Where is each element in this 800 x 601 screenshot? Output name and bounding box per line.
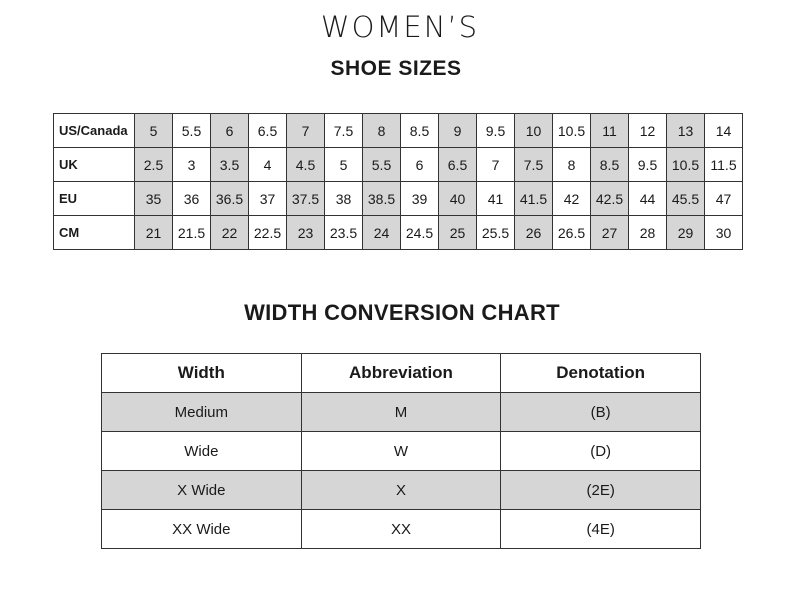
size-cell: 42 [553,182,591,216]
size-cell: 38 [325,182,363,216]
size-cell: 25.5 [477,216,515,250]
size-cell: 12 [629,114,667,148]
abbreviation-cell: XX [301,510,501,549]
table-row [102,393,701,432]
size-cell: 27 [591,216,629,250]
denotation-cell: (D) [501,432,701,471]
abbreviation-column-header: Abbreviation [301,354,501,393]
size-cell: 47 [705,182,743,216]
size-cell: 8 [553,148,591,182]
size-cell: 37 [249,182,287,216]
size-cell: 8.5 [591,148,629,182]
size-cell: 29 [667,216,705,250]
size-cell: 7 [287,114,325,148]
size-cell: 2.5 [135,148,173,182]
table-row [102,471,701,510]
abbreviation-cell: W [301,432,501,471]
size-cell: 13 [667,114,705,148]
size-cell: 9.5 [477,114,515,148]
size-cell: 5 [135,114,173,148]
size-cell: 6 [401,148,439,182]
width-cell: XX Wide [102,510,302,549]
denotation-cell: (2E) [501,471,701,510]
table-row [102,510,701,549]
size-cell: 39 [401,182,439,216]
size-cell: 44 [629,182,667,216]
size-cell: 10.5 [667,148,705,182]
size-cell: 24.5 [401,216,439,250]
size-cell: 45.5 [667,182,705,216]
size-row-label: US/Canada [54,114,135,148]
size-cell: 26.5 [553,216,591,250]
size-cell: 9 [439,114,477,148]
shoe-size-table [53,113,743,250]
size-row-cm [54,216,743,250]
size-cell: 11.5 [705,148,743,182]
size-cell: 4 [249,148,287,182]
width-chart-title: WIDTH CONVERSION CHART [244,300,560,325]
size-cell: 9.5 [629,148,667,182]
size-cell: 23.5 [325,216,363,250]
size-cell: 14 [705,114,743,148]
size-cell: 7.5 [325,114,363,148]
size-cell: 22.5 [249,216,287,250]
size-cell: 8 [363,114,401,148]
page-subtitle: SHOE SIZES [330,57,462,80]
size-cell: 21.5 [173,216,211,250]
size-cell: 21 [135,216,173,250]
size-cell: 42.5 [591,182,629,216]
size-cell: 10.5 [553,114,591,148]
table-row [102,432,701,471]
size-cell: 30 [705,216,743,250]
size-cell: 28 [629,216,667,250]
size-cell: 38.5 [363,182,401,216]
size-cell: 35 [135,182,173,216]
size-cell: 25 [439,216,477,250]
width-cell: X Wide [102,471,302,510]
size-cell: 36 [173,182,211,216]
size-cell: 10 [515,114,553,148]
size-cell: 3.5 [211,148,249,182]
size-row-label: CM [54,216,135,250]
size-row-label: EU [54,182,135,216]
size-cell: 6.5 [249,114,287,148]
size-row-uk [54,148,743,182]
size-cell: 26 [515,216,553,250]
size-cell: 7.5 [515,148,553,182]
size-cell: 24 [363,216,401,250]
abbreviation-cell: X [301,471,501,510]
size-cell: 7 [477,148,515,182]
denotation-cell: (4E) [501,510,701,549]
denotation-column-header: Denotation [501,354,701,393]
width-conversion-table [101,353,701,549]
size-cell: 11 [591,114,629,148]
page-title: WOMEN’S [320,10,480,44]
size-cell: 5.5 [173,114,211,148]
size-cell: 8.5 [401,114,439,148]
size-cell: 41 [477,182,515,216]
abbreviation-cell: M [301,393,501,432]
size-cell: 6.5 [439,148,477,182]
size-cell: 23 [287,216,325,250]
size-row-label: UK [54,148,135,182]
size-row-eu [54,182,743,216]
size-cell: 6 [211,114,249,148]
size-cell: 5 [325,148,363,182]
width-cell: Wide [102,432,302,471]
width-table-header-row [102,354,701,393]
width-cell: Medium [102,393,302,432]
size-cell: 5.5 [363,148,401,182]
size-cell: 41.5 [515,182,553,216]
size-cell: 4.5 [287,148,325,182]
size-cell: 36.5 [211,182,249,216]
size-cell: 37.5 [287,182,325,216]
size-row-us-canada [54,114,743,148]
size-cell: 3 [173,148,211,182]
width-column-header: Width [102,354,302,393]
size-cell: 40 [439,182,477,216]
denotation-cell: (B) [501,393,701,432]
size-cell: 22 [211,216,249,250]
